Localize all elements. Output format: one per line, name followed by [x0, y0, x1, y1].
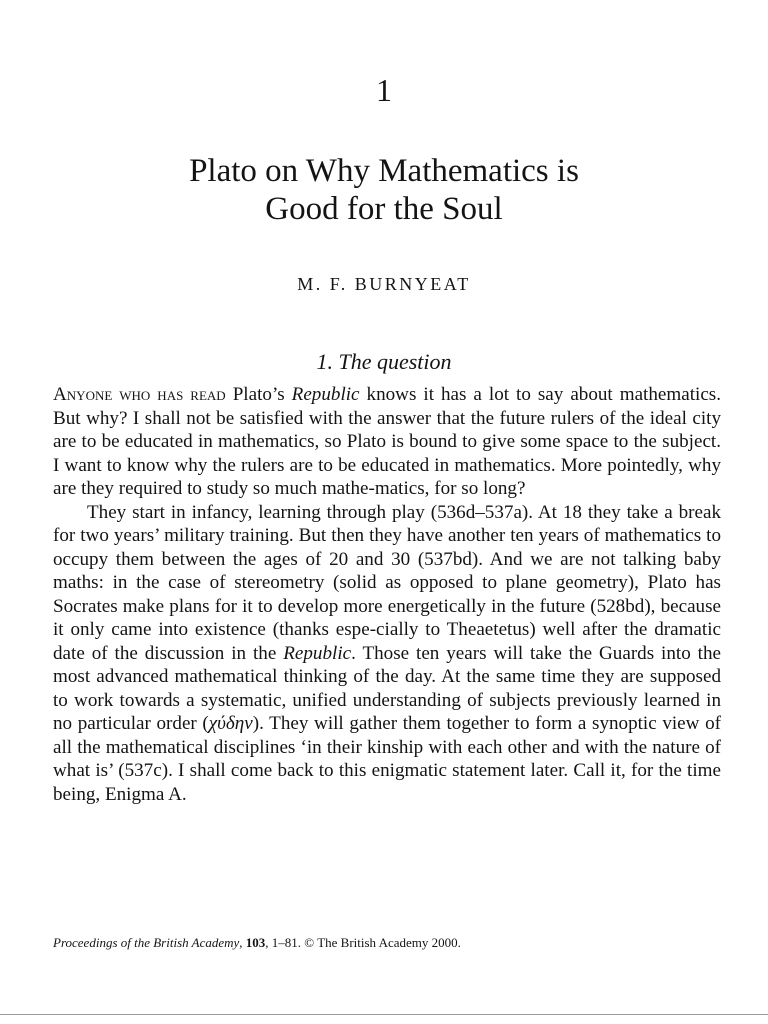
paragraph-2 — [53, 501, 721, 807]
author-name: M. F. BURNYEAT — [297, 274, 471, 294]
body-text — [53, 383, 721, 806]
para1-italic-title: Republic — [291, 384, 360, 405]
para1-text-a: Plato’s — [225, 384, 292, 405]
greek-word: χύδην — [208, 713, 253, 734]
para1-text-b: knows it has a lot to say about mathematics. But why? I shall not be satisfied with the answer that the future rulers of the ideal city are to be educated in mathematics, so Plato is bound to give some space to the subject. I want to know why the rulers are to be educated in mathematics. More pointedly, why are they required to study so much mathe-matics, for so long? — [53, 384, 721, 499]
footnote: Proceedings of the British Academy, 103, 1–81. © The British Academy 2000. — [53, 935, 461, 950]
journal-name: Proceedings of the British Academy — [53, 935, 240, 950]
para2-text-b: . Those ten years will take the Guards into the most advanced mathematical thinking of the day. At the same time they are supposed to work towards a systematic, unified understanding of subjects previously learned in no particular order ( — [53, 642, 721, 734]
title-line-2: Good for the Soul — [265, 191, 503, 227]
page-range: 1–81. — [271, 935, 302, 950]
chapter-number: 1 — [376, 72, 392, 108]
section-heading: 1. The question — [316, 349, 452, 374]
copyright-notice: © The British Academy 2000. — [304, 935, 461, 950]
smallcaps-lead: Anyone who has read — [53, 384, 226, 405]
paragraph-1 — [53, 383, 721, 501]
chapter-title — [0, 152, 768, 228]
bottom-rule — [0, 1014, 768, 1015]
volume-number: 103 — [245, 935, 266, 950]
para2-text-c: ). They will gather them together to form a synoptic view of all the mathematical disciplines ‘in their kinship with each other and with the nature of what is’ (537c). I shall come back to this enigmatic statement later. Call it, for the time being, Enigma A. — [53, 713, 721, 805]
title-line-1: Plato on Why Mathematics is — [189, 153, 579, 189]
para2-italic-title: Republic — [283, 642, 352, 664]
para2-text-a: They start in infancy, learning through play (536d–537a). At 18 they take a break for two years’ military training. But then they have another ten years of mathematics to occupy them between the ages of 20 and 30 (537bd). And we are not talking baby maths: in the case of stereometry (solid as opposed to plane geometry), Plato has Socrates make plans for it to develop more energetically in the future (528bd), because it only came into existence (thanks espe-cially to Theaetetus) well after the dramatic date of the discussion in the — [53, 501, 721, 664]
